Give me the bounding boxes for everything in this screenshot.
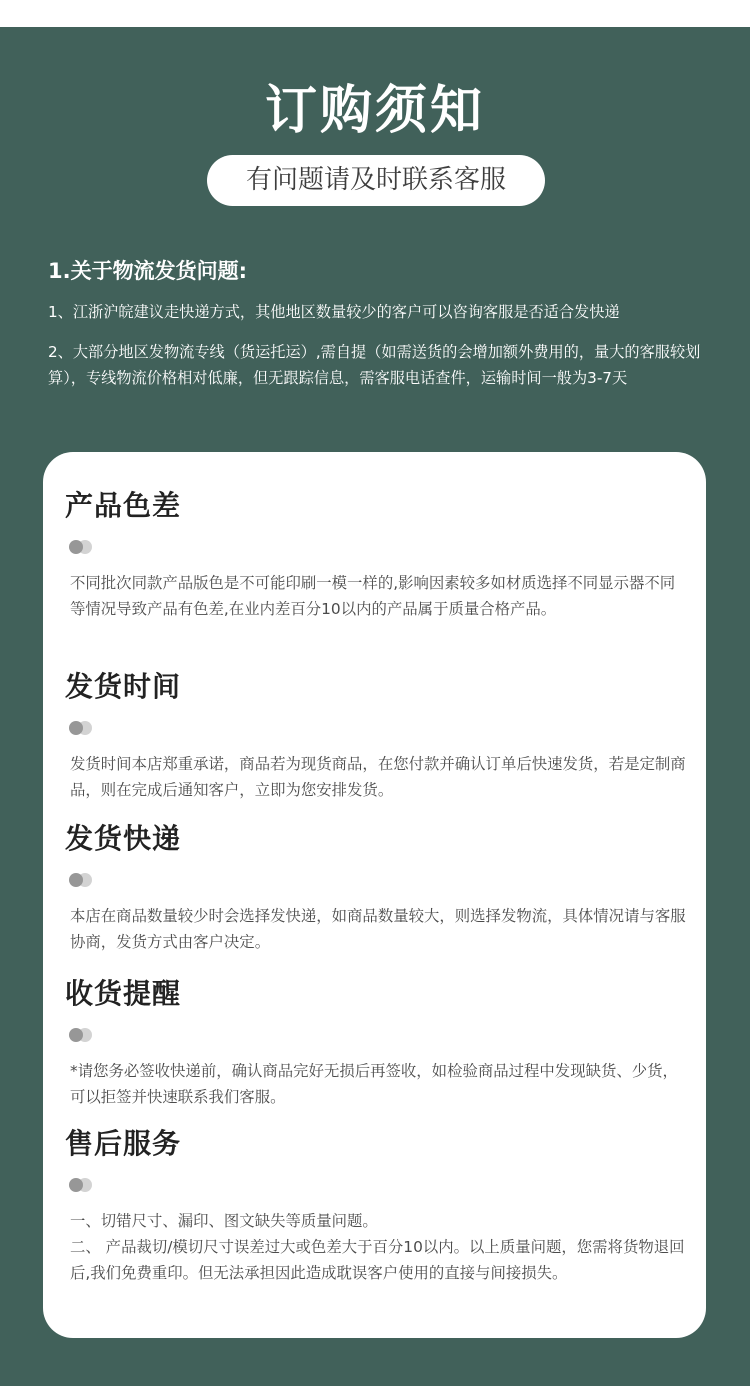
section-shipping-time — [65, 667, 690, 803]
section-text — [65, 903, 690, 955]
section-title: 收货提醒 — [65, 977, 182, 1010]
section-title: 售后服务 — [65, 1127, 182, 1160]
section-text — [65, 1208, 690, 1286]
notice-card — [43, 452, 706, 1338]
section-text — [65, 1058, 690, 1110]
section-title: 产品色差 — [65, 489, 182, 522]
section-line: 二、 产品裁切/模切尺寸误差过大或色差大于百分10以内。以上质量问题，您需将货物退回后,我们免费重印。但无法承担因此造成耽误客户使用的直接与间接损失。 — [70, 1238, 685, 1282]
shipping-paragraph-1: 1、江浙沪皖建议走快递方式，其他地区数量较少的客户可以咨询客服是否适合发快递 — [48, 303, 620, 321]
section-text — [65, 751, 690, 803]
bullet-dots-icon — [65, 873, 95, 889]
section-line: 一、切错尺寸、漏印、图文缺失等质量问题。 — [70, 1212, 378, 1230]
bullet-dots-icon — [65, 540, 95, 556]
section-text — [65, 570, 690, 622]
bullet-dots-icon — [65, 1178, 95, 1194]
section-receipt-reminder — [65, 974, 690, 1110]
shipping-paragraph-2: 2、大部分地区发物流专线（货运托运）,需自提（如需送货的会增加额外费用的，量大的客服较划算），专线物流价格相对低廉，但无跟踪信息，需客服电话查件，运输时间一般为3-7天 — [48, 343, 701, 387]
section-title: 发货时间 — [65, 670, 182, 703]
bullet-dots-icon — [65, 721, 95, 737]
section-line: 本店在商品数量较少时会选择发快递，如商品数量较大，则选择发物流，具体情况请与客服协商，发货方式由客户决定。 — [70, 907, 686, 951]
bullet-dots-icon — [65, 1028, 95, 1044]
section-line: 发货时间本店郑重承诺，商品若为现货商品，在您付款并确认订单后快速发货，若是定制商品，则在完成后通知客户，立即为您安排发货。 — [70, 755, 686, 799]
section-line: 不同批次同款产品版色是不可能印刷一模一样的,影响因素较多如材质选择不同显示器不同等情况导致产品有色差,在业内差百分10以内的产品属于质量合格产品。 — [70, 574, 676, 618]
section-color-difference — [65, 486, 690, 622]
section-express — [65, 819, 690, 955]
section-line: *请您务必签收快递前，确认商品完好无损后再签收，如检验商品过程中发现缺货、少货，可以拒签并快速联系我们客服。 — [70, 1062, 678, 1106]
contact-service-banner: 有问题请及时联系客服 — [207, 155, 545, 206]
page-title: 订购须知 — [264, 81, 485, 141]
section-title: 发货快递 — [65, 822, 182, 855]
section-after-sales — [65, 1124, 690, 1286]
shipping-heading: 1.关于物流发货问题: — [48, 259, 247, 283]
